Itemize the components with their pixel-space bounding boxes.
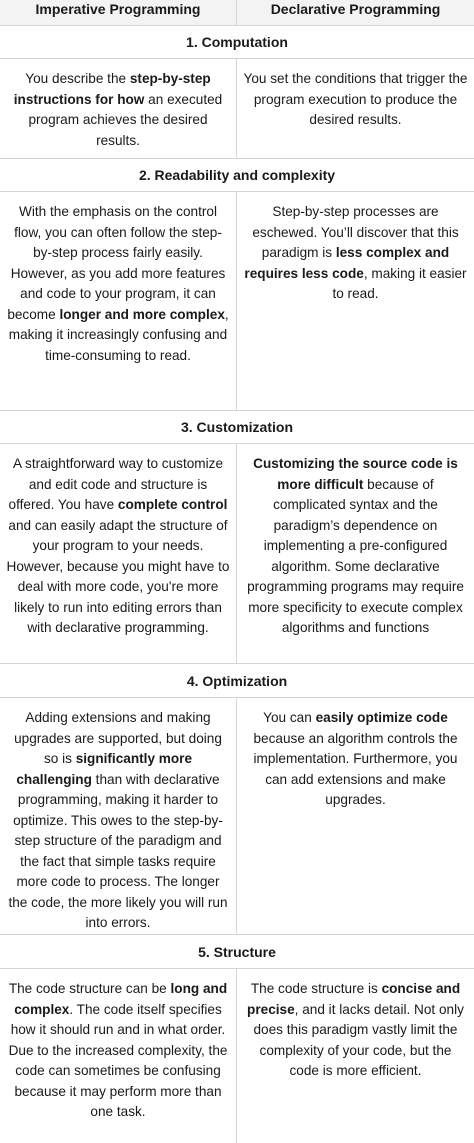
table-header-row bbox=[0, 0, 474, 26]
cell-declarative-customization bbox=[237, 444, 474, 663]
text-run: A straightforward way to customize and edit code and structure is offered. You have bbox=[8, 456, 224, 512]
section-title-structure: 5. Structure bbox=[0, 935, 474, 969]
bold-text-run: concise and precise bbox=[247, 981, 461, 1017]
text-run: You can bbox=[263, 710, 316, 725]
text-run: You describe the bbox=[25, 71, 130, 86]
header-imperative: Imperative Programming bbox=[0, 0, 237, 25]
cell-declarative-computation bbox=[237, 59, 474, 158]
text-run: Step-by-step processes are eschewed. You’ll discover that this paradigm is bbox=[252, 204, 459, 260]
text-run: than with declarative programming, making it harder to optimize. This owes to the step-by-step structure of the paradigm and the fact that simple tasks require more code to process. The longer the code, the more likely you will run into errors. bbox=[8, 771, 228, 930]
cell-imperative-readability bbox=[0, 192, 237, 410]
bold-text-run: Customizing the source code is more difficult bbox=[253, 456, 458, 492]
bold-text-run: longer and more complex bbox=[59, 306, 225, 322]
bold-text-run: easily optimize code bbox=[315, 710, 448, 725]
cell-imperative-optimization bbox=[0, 698, 237, 934]
text-run: , making it increasingly confusing and time-consuming to read. bbox=[8, 306, 229, 363]
section-title-customization: 3. Customization bbox=[0, 411, 474, 444]
row-readability bbox=[0, 192, 474, 411]
bold-text-run: complete control bbox=[117, 497, 228, 512]
cell-imperative-structure bbox=[0, 969, 237, 1143]
bold-text-run: step-by-step instructions for how bbox=[13, 71, 211, 107]
section-title-readability: 2. Readability and complexity bbox=[0, 159, 474, 192]
bold-text-run: long and complex bbox=[14, 981, 228, 1017]
cell-declarative-structure bbox=[237, 969, 474, 1143]
cell-declarative-readability bbox=[237, 192, 474, 410]
cell-imperative-computation bbox=[0, 59, 237, 158]
text-run: an executed program achieves the desired results. bbox=[28, 91, 223, 148]
text-run: and can easily adapt the structure of your program to your needs. However, because you might have to deal with more code, you're more likely to run into editing errors than with declarative programming. bbox=[6, 517, 230, 635]
cell-declarative-optimization bbox=[237, 698, 474, 934]
section-title-optimization: 4. Optimization bbox=[0, 664, 474, 698]
row-structure bbox=[0, 969, 474, 1143]
bold-text-run: less complex and requires less code bbox=[244, 245, 450, 281]
row-customization bbox=[0, 444, 474, 664]
text-run: , making it easier to read. bbox=[332, 265, 467, 301]
text-run: . The code itself specifies how it should run and in what order. Due to the increased complexity, the code can sometimes be confusing because it may perform more than one task. bbox=[8, 1001, 228, 1119]
section-title-computation: 1. Computation bbox=[0, 26, 474, 59]
row-computation bbox=[0, 59, 474, 159]
text-run: because an algorithm controls the implementation. Furthermore, you can add extensions and make upgrades. bbox=[253, 730, 458, 807]
text-run: The code structure is bbox=[250, 981, 382, 996]
text-run: Adding extensions and making upgrades are supported, but doing so is bbox=[14, 710, 222, 766]
text-run: With the emphasis on the control flow, you can often follow the step-by-step process fairly easily. However, as you add more features and code to your program, it can become bbox=[7, 204, 226, 322]
text-run: The code structure can be bbox=[8, 981, 171, 996]
row-optimization bbox=[0, 698, 474, 935]
cell-imperative-customization bbox=[0, 444, 237, 663]
text-run: , and it lacks detail. Not only does this paradigm vastly limit the complexity of your code, but the code is more efficient. bbox=[253, 1001, 464, 1078]
text-run: You set the conditions that trigger the program execution to produce the desired results. bbox=[243, 71, 468, 127]
header-declarative: Declarative Programming bbox=[270, 1, 441, 17]
text-run: because of complicated syntax and the paradigm’s dependence on implementing a pre-configured algorithm. Some declarative programming programs may require more specificity to execute complex algorithms and functions bbox=[247, 476, 464, 635]
bold-text-run: significantly more challenging bbox=[16, 751, 193, 787]
